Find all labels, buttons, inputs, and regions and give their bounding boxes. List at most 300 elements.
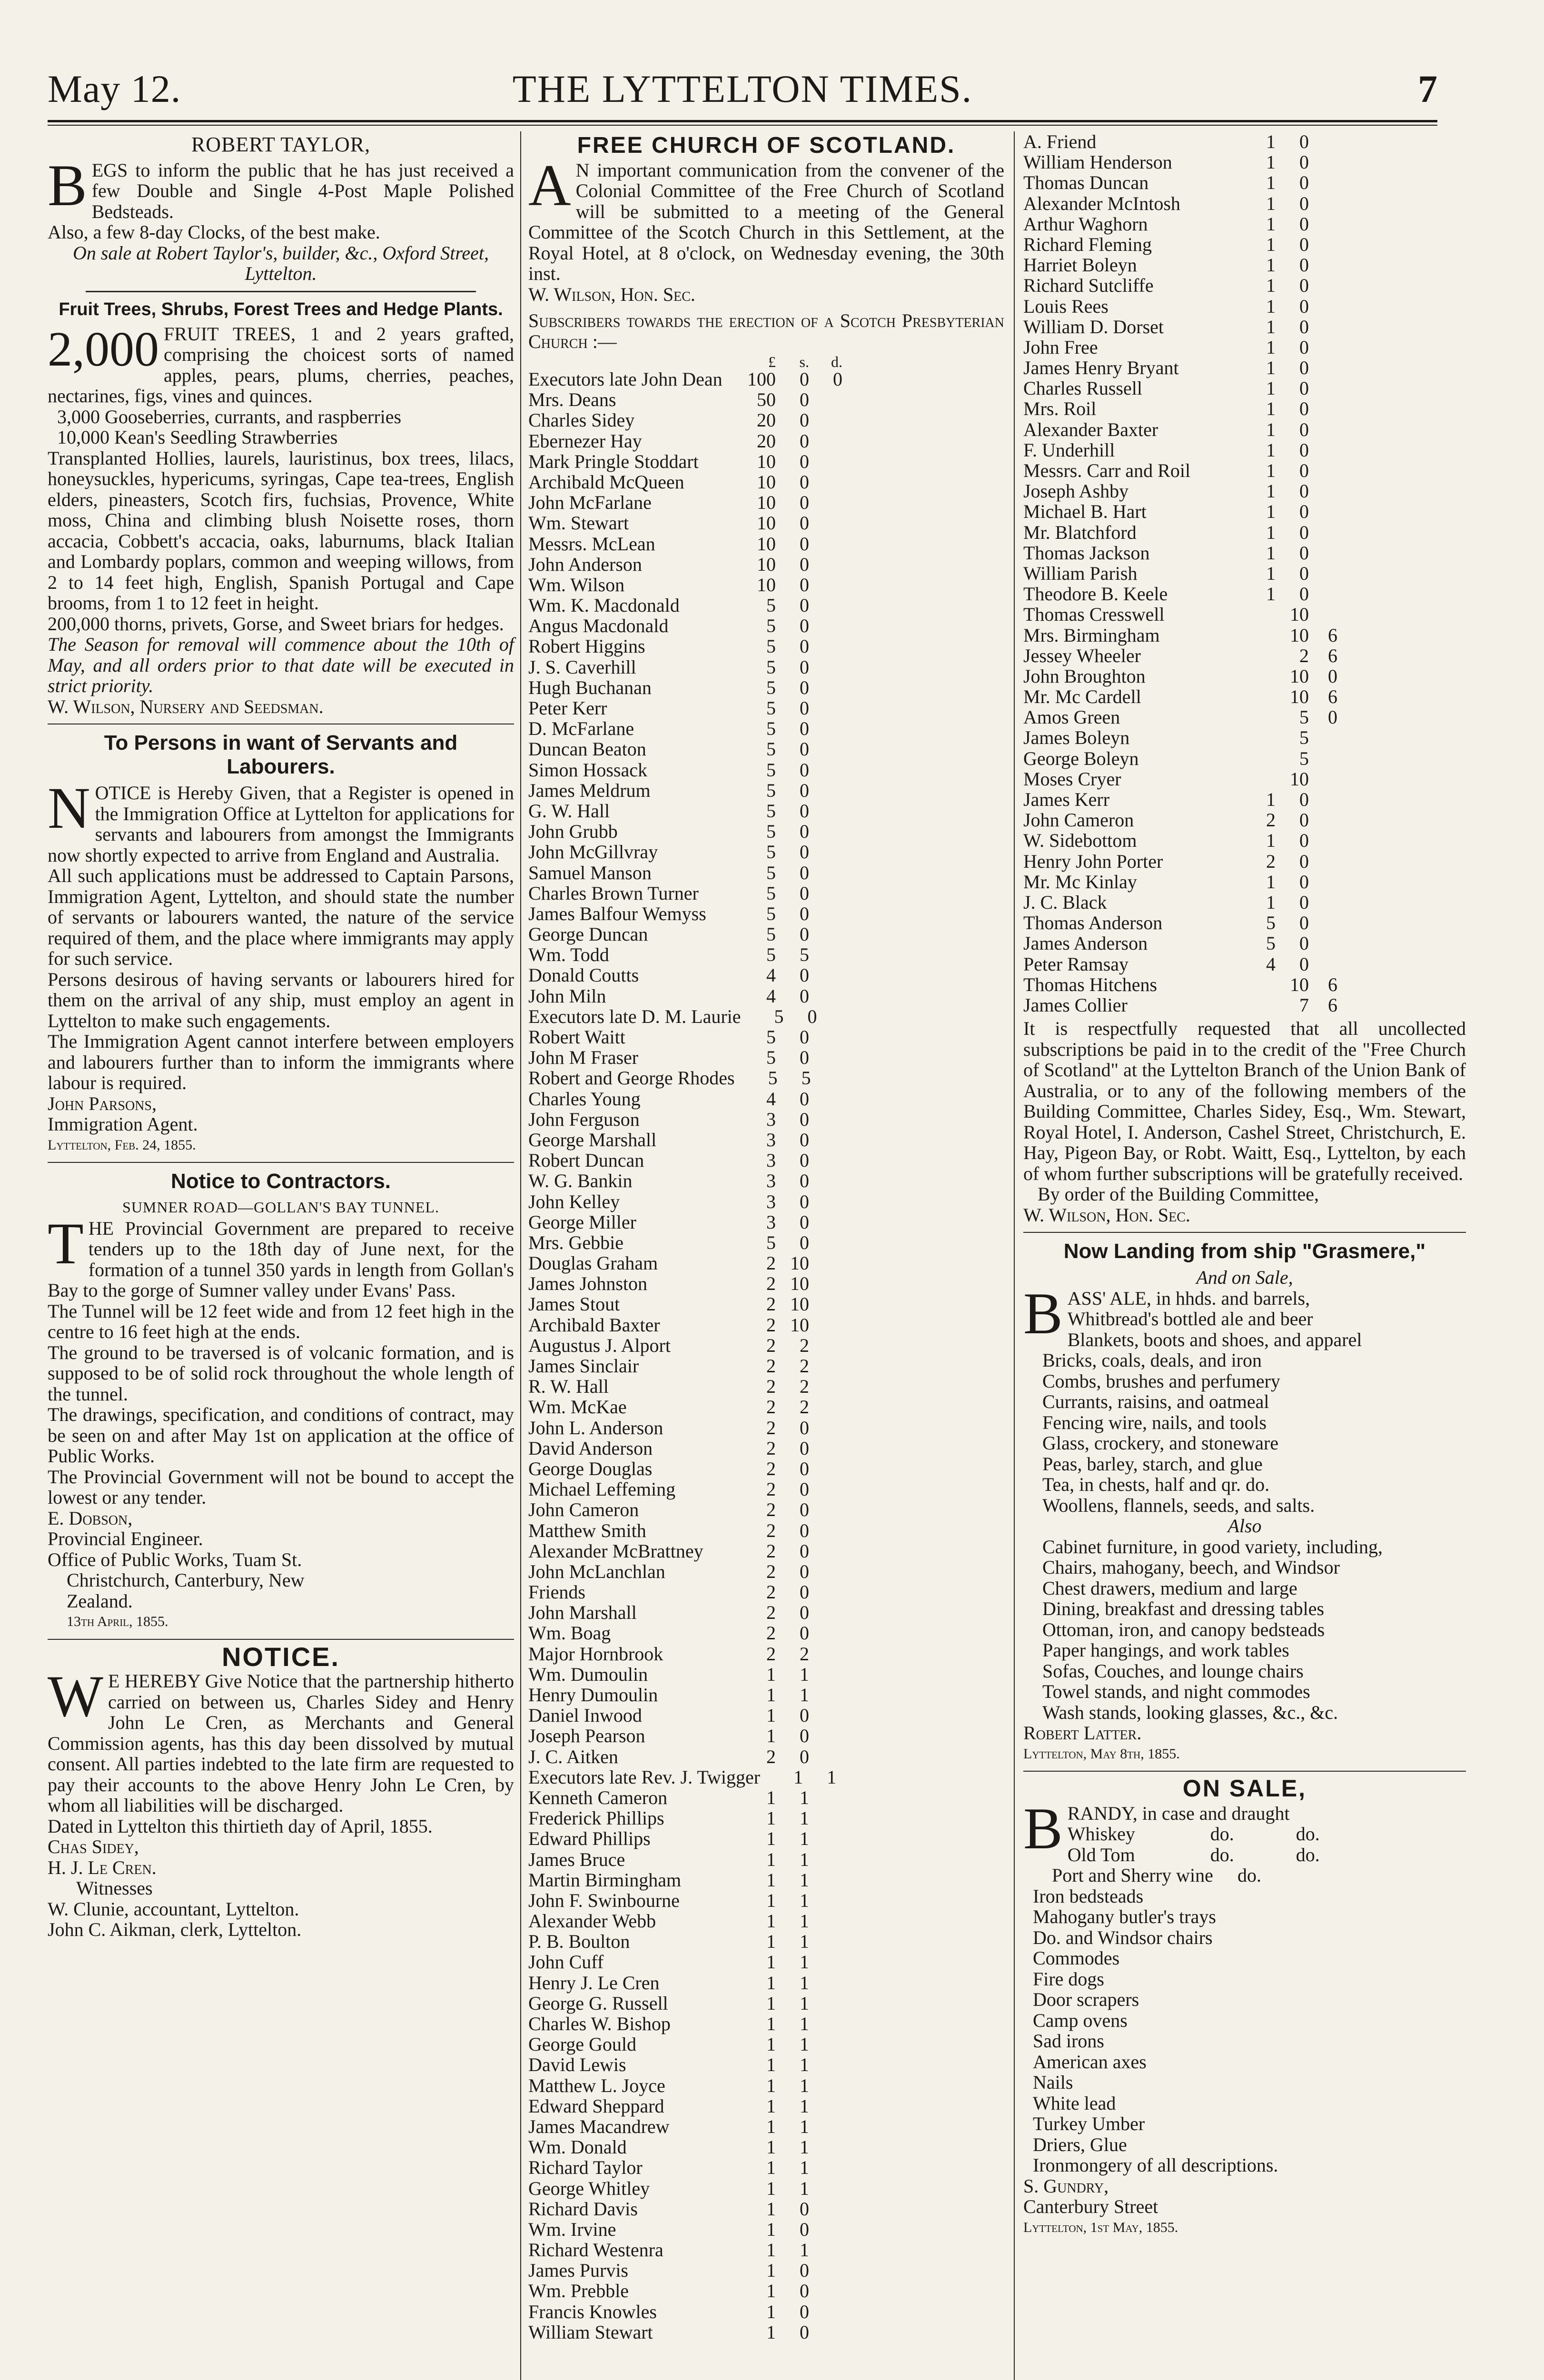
- subscriber-name: Wm. Donald: [528, 2136, 627, 2158]
- subscriber-name: Wm. Boag: [528, 1622, 611, 1644]
- shillings: 0: [800, 450, 809, 472]
- pence: [813, 2322, 842, 2342]
- shillings: 0: [1299, 521, 1309, 543]
- row-item: Old Tom: [1067, 1844, 1135, 1865]
- pounds: 5: [766, 615, 776, 637]
- grasmere-furniture-list: [1023, 1537, 1466, 1723]
- shillings: 0: [800, 821, 809, 843]
- on-sale-row-port: [1052, 1865, 1466, 1886]
- subscriber-name: James Henry Bryant: [1023, 357, 1179, 379]
- pounds: 1: [766, 2095, 776, 2117]
- subscriber-row: [528, 1356, 1004, 1376]
- subscriber-row: [528, 1397, 1004, 1417]
- shillings: 0: [1299, 562, 1309, 584]
- subscriber-name: Messrs. Carr and Roil: [1023, 460, 1191, 481]
- notice-dated: Dated in Lyttelton this thirtieth day of April, 1855.: [48, 1815, 433, 1837]
- pence: [813, 410, 842, 430]
- shillings: 10: [1290, 768, 1309, 790]
- notice-witness-2: John C. Aikman, clerk, Lyttelton.: [48, 1919, 302, 1940]
- shillings: 0: [800, 2260, 809, 2281]
- pence: [815, 1068, 844, 1088]
- subscriber-name: Henry John Porter: [1023, 850, 1163, 872]
- pence: [1309, 378, 1337, 398]
- subscriber-name: Charles Young: [528, 1088, 641, 1110]
- subscriber-row: [1023, 830, 1466, 851]
- subscriber-row: [1023, 645, 1466, 666]
- shillings: 0: [800, 553, 809, 575]
- subscriber-name: Messrs. McLean: [528, 533, 655, 555]
- pence: [813, 389, 842, 410]
- pence: [813, 657, 842, 677]
- pounds: [1247, 707, 1276, 727]
- pence: [813, 2075, 842, 2096]
- subscriber-name: Douglas Graham: [528, 1252, 658, 1274]
- pence: [813, 2013, 842, 2034]
- subscriber-name: James Collier: [1023, 994, 1128, 1016]
- pounds: 1: [1266, 891, 1276, 913]
- pounds: 1: [1266, 192, 1276, 214]
- subscriber-row: [528, 698, 1004, 718]
- servants-sig-name: John Parsons,: [48, 1092, 157, 1114]
- shillings: 0: [800, 1745, 809, 1767]
- shillings: 0: [800, 841, 809, 863]
- subscriber-name: Major Hornbrook: [528, 1643, 663, 1665]
- servants-sig-title: Immigration Agent.: [48, 1113, 198, 1135]
- subscriber-name: Thomas Anderson: [1023, 912, 1163, 934]
- subscriber-name: Alexander McBrattney: [528, 1540, 703, 1562]
- pounds: 5: [766, 759, 776, 781]
- subscriber-row: [528, 2013, 1004, 2034]
- pence: [813, 903, 842, 924]
- subscriber-name: John Ferguson: [528, 1108, 640, 1130]
- page-number: 7: [1418, 67, 1437, 110]
- shillings: 0: [800, 718, 809, 740]
- subscriber-name: Angus Macdonald: [528, 615, 669, 637]
- pence: [840, 1767, 870, 1787]
- pounds: 2: [766, 1396, 776, 1418]
- fruit-transplanted: Transplanted Hollies, laurels, lauristinus, box trees, lilacs, honeysuckles, hypericums, syringas, Cape tea-trees, English elders, pineasters, Scotch firs, fuchsias, Provence, White moss, China and climbing blush Noisette roses, thorn accacia, Cobbett's accacia, oaks, laburnums, black Italian and Lombardy poplars, common and weeping willows, from 2 to 14 feet high, English, Spanish Portugal and Cape brooms, from 1 to 12 feet in height.: [48, 447, 514, 614]
- pence: [813, 1232, 842, 1253]
- shillings-header: s.: [799, 353, 809, 370]
- subscriber-row: [528, 739, 1004, 759]
- subscriber-name: Wm. K. Macdonald: [528, 595, 680, 616]
- subscriber-name: John Marshall: [528, 1602, 637, 1624]
- furniture-item: Wash stands, looking glasses, &c., &c.: [1042, 1701, 1338, 1723]
- shillings: 1: [800, 2054, 809, 2076]
- fruit-title: Fruit Trees, Shrubs, Forest Trees and Hedge Plants.: [59, 299, 503, 319]
- pence: [813, 1623, 842, 1643]
- subscriber-name: Richard Sutcliffe: [1023, 275, 1154, 297]
- pounds: 1: [1266, 254, 1276, 276]
- shillings: 0: [1299, 275, 1309, 297]
- subscriber-row: [528, 903, 1004, 924]
- sale-item: Driers, Glue: [1033, 2133, 1127, 2155]
- pounds: 2: [766, 1355, 776, 1377]
- pounds: 3: [766, 1108, 776, 1130]
- pounds: 1: [1266, 542, 1276, 564]
- masthead: [48, 67, 1437, 124]
- pence: [813, 1705, 842, 1726]
- pounds-header: £: [768, 353, 776, 370]
- fruit-thorns: 200,000 thorns, privets, Gorse, and Sweet briars for hedges.: [48, 613, 504, 635]
- subscriber-name: J. S. Caverhill: [528, 656, 636, 678]
- shillings: 1: [800, 1931, 809, 1953]
- subscriber-row: [528, 1130, 1004, 1150]
- subscribers-list-continued: [1023, 131, 1466, 1015]
- shillings: 0: [1299, 377, 1309, 399]
- shillings: 0: [800, 1088, 809, 1110]
- pounds: 5: [766, 862, 776, 883]
- pence: [1309, 317, 1337, 337]
- pounds: 5: [1266, 912, 1276, 934]
- subscriber-row: [528, 883, 1004, 903]
- subscriber-name: Henry J. Le Cren: [528, 1972, 660, 1993]
- pounds: 4: [766, 1088, 776, 1110]
- shillings: 0: [800, 656, 809, 678]
- pounds: 2: [766, 1437, 776, 1459]
- pounds: [1247, 974, 1276, 995]
- shillings: 0: [800, 1705, 809, 1726]
- fruit-strawberries: 10,000 Kean's Seedling Strawberries: [57, 426, 338, 448]
- pounds: 2: [766, 1478, 776, 1500]
- pounds: 1: [1266, 460, 1276, 481]
- pounds: 3: [766, 1150, 776, 1171]
- subscriber-name: Edward Sheppard: [528, 2095, 664, 2117]
- subscriber-name: John Free: [1023, 336, 1098, 358]
- pounds: 4: [766, 964, 776, 986]
- notice-title: NOTICE.: [221, 1641, 340, 1672]
- subscriber-row: [1023, 522, 1466, 543]
- subscriber-row: [528, 2054, 1004, 2075]
- subscriber-name: Daniel Inwood: [528, 1705, 642, 1726]
- contractors-sig-title: Provincial Engineer.: [48, 1528, 203, 1549]
- pence: [813, 1931, 842, 1952]
- subscriber-row: [528, 2281, 1004, 2301]
- subscriber-row: [528, 1931, 1004, 1952]
- subscriber-row: [528, 718, 1004, 739]
- drop-cap: N: [48, 775, 90, 841]
- uncollected-text: It is respectfully requested that all uncollected subscriptions be paid in to the credit of the "Free Church of Scotland" at the Lyttelton Branch of the Union Bank of Australia, or to any of the following members of the Building Committee, Charles Sidey, Esq., Wm. Stewart, Royal Hotel, I. Anderson, Cashel Street, Christchurch, E. Hay, Pigeon Bay, or Robt. Waitt, Esq., Lyttelton, by each of whom further subscriptions will be gratefully received.: [1023, 1018, 1466, 1184]
- subscriber-row: [528, 1726, 1004, 1746]
- pence: [813, 739, 842, 759]
- pounds: 2: [766, 1622, 776, 1644]
- goods-item: Blankets, boots and shoes, and apparel: [1067, 1329, 1362, 1350]
- pounds: 1: [766, 1807, 776, 1829]
- separator: [1023, 1771, 1466, 1772]
- shillings: 1: [800, 1951, 809, 1973]
- pounds: [1247, 604, 1276, 625]
- subscriber-name: Samuel Manson: [528, 862, 652, 883]
- subscriber-name: George Miller: [528, 1211, 636, 1233]
- shillings: 7: [1299, 994, 1309, 1016]
- subscriber-row: [528, 760, 1004, 780]
- pence: [1309, 954, 1337, 974]
- masthead-rule-thin: [48, 125, 1437, 126]
- subscriber-name: George Marshall: [528, 1129, 657, 1150]
- subscriber-row: [1023, 933, 1466, 953]
- pence: [813, 1273, 842, 1294]
- subscriber-row: [528, 2219, 1004, 2240]
- subscriber-name: George Douglas: [528, 1458, 653, 1479]
- pounds: 5: [1266, 932, 1276, 954]
- shillings: 0: [800, 1540, 809, 1562]
- shillings: 0: [1299, 953, 1309, 975]
- subscriber-row: [1023, 172, 1466, 193]
- subscriber-row: [528, 1418, 1004, 1438]
- subscriber-name: Matthew Smith: [528, 1519, 646, 1541]
- subscriber-name: Robert Waitt: [528, 1026, 625, 1048]
- pounds: 1: [1266, 398, 1276, 420]
- on-sale-first-item: RANDY, in case and draught: [1067, 1802, 1290, 1824]
- sale-item: Do. and Windsor chairs: [1033, 1926, 1213, 1948]
- pence: [813, 1808, 842, 1828]
- pounds: 5: [766, 635, 776, 657]
- subscriber-name: John Cuff: [528, 1951, 604, 1973]
- shillings: 0: [800, 409, 809, 431]
- subscriber-row: [1023, 543, 1466, 563]
- pence: [813, 1582, 842, 1602]
- pence: [813, 883, 842, 903]
- pence: [1309, 131, 1337, 152]
- pence: [813, 801, 842, 821]
- subscriber-name: Charles Sidey: [528, 409, 635, 431]
- subscriber-row: [528, 410, 1004, 430]
- subscriber-row: [1023, 666, 1466, 686]
- pounds: 5: [774, 1005, 784, 1027]
- pounds: 5: [768, 1067, 778, 1089]
- pence: [813, 451, 842, 472]
- shillings: 5: [1299, 747, 1309, 769]
- shillings: 0: [807, 1005, 817, 1027]
- furniture-item: Chest drawers, medium and large: [1042, 1577, 1297, 1599]
- subscriber-row: [1023, 378, 1466, 398]
- shillings: 0: [800, 862, 809, 883]
- pounds: 1: [766, 2239, 776, 2261]
- contractors-ground: The ground to be traversed is of volcanic formation, and is supposed to be of solid rock throughout the whole length of the tunnel.: [48, 1341, 514, 1405]
- shillings: 0: [800, 1108, 809, 1130]
- subscriber-row: [528, 1787, 1004, 1808]
- pounds: 5: [766, 595, 776, 616]
- subscriber-name: Duncan Beaton: [528, 738, 646, 760]
- pence: [813, 2137, 842, 2157]
- subscriber-name: Archibald Baxter: [528, 1314, 660, 1336]
- pence: [1309, 481, 1337, 501]
- separator: [1023, 1232, 1466, 1233]
- subscriber-name: Peter Ramsay: [1023, 953, 1129, 975]
- free-church-advert: [528, 135, 1004, 2342]
- shillings: 1: [827, 1766, 837, 1788]
- pence: 6: [1328, 686, 1337, 708]
- sale-item: Nails: [1033, 2072, 1073, 2093]
- pence: [813, 718, 842, 739]
- subscriber-name: Alexander Baxter: [1023, 418, 1158, 440]
- pence: [1309, 398, 1337, 419]
- subscriber-row: [528, 1170, 1004, 1191]
- subscriber-name: Mrs. Deans: [528, 389, 616, 411]
- pence: [813, 1746, 842, 1767]
- goods-item: Woollens, flannels, seeds, and salts.: [1042, 1494, 1315, 1516]
- row-ditto: do.: [1237, 1864, 1261, 1886]
- pence: [813, 2240, 842, 2260]
- shillings: 0: [1299, 398, 1309, 420]
- subscriber-row: [1023, 872, 1466, 892]
- shillings: 0: [800, 471, 809, 493]
- pence: [813, 1418, 842, 1438]
- subscriber-name: Thomas Duncan: [1023, 172, 1149, 194]
- pounds: 1: [766, 1705, 776, 1726]
- subscriber-name: James Stout: [528, 1293, 620, 1315]
- shillings: 0: [800, 1725, 809, 1747]
- shillings: 0: [800, 2198, 809, 2220]
- goods-item: Combs, brushes and perfumery: [1042, 1370, 1280, 1392]
- subscriber-name: Richard Westenra: [528, 2239, 663, 2261]
- pounds: 5: [766, 676, 776, 698]
- notice-witnesses: Witnesses: [76, 1877, 153, 1899]
- subscriber-row: [1023, 255, 1466, 275]
- subscriber-row: [528, 1890, 1004, 1911]
- pounds: 2: [766, 1581, 776, 1603]
- pounds: 2: [766, 1293, 776, 1315]
- pounds: 1: [1266, 439, 1276, 461]
- pounds: 5: [766, 902, 776, 924]
- grasmere-subtitle: And on Sale,: [1196, 1267, 1293, 1289]
- shillings: 0: [800, 902, 809, 924]
- shillings: 0: [1299, 871, 1309, 892]
- subscriber-row: [1023, 214, 1466, 234]
- shillings: 2: [1299, 645, 1309, 666]
- subscriber-row: [528, 2301, 1004, 2322]
- row-ditto: do.: [1296, 1823, 1320, 1845]
- pounds: 1: [766, 2136, 776, 2158]
- pence: [813, 472, 842, 492]
- pounds: 10: [757, 553, 776, 575]
- shillings: 0: [1299, 233, 1309, 255]
- notice-sig-2: H. J. Le Cren.: [48, 1856, 157, 1878]
- pounds: 5: [766, 800, 776, 822]
- furniture-item: Paper hangings, and work tables: [1042, 1639, 1289, 1661]
- subscriber-row: [528, 1315, 1004, 1335]
- pence: [1309, 933, 1337, 953]
- subscriber-row: [528, 1232, 1004, 1253]
- pence: [1309, 912, 1337, 933]
- subscriber-name: Friends: [528, 1581, 585, 1603]
- pounds: 10: [757, 450, 776, 472]
- subscriber-name: Arthur Waghorn: [1023, 213, 1148, 235]
- subscriber-row: [1023, 563, 1466, 584]
- shillings: 0: [1299, 912, 1309, 934]
- shillings: 0: [800, 2301, 809, 2322]
- shillings: 10: [1290, 665, 1309, 687]
- pounds: 1: [766, 1992, 776, 2014]
- pence: [1309, 172, 1337, 193]
- subscriber-name: Martin Birmingham: [528, 1869, 682, 1891]
- subscriber-name: James Anderson: [1023, 932, 1148, 954]
- subscriber-name: Wm. McKae: [528, 1396, 627, 1418]
- subscriber-row: [528, 1870, 1004, 1890]
- goods-item: Tea, in chests, half and qr. do.: [1042, 1474, 1270, 1496]
- subscriber-name: W. G. Bankin: [528, 1170, 633, 1192]
- pounds: [1247, 769, 1276, 789]
- shillings: 5: [801, 1067, 811, 1089]
- pounds: 5: [766, 1231, 776, 1253]
- subscriber-name: James Boleyn: [1023, 727, 1130, 749]
- pounds: 2: [766, 1314, 776, 1336]
- pounds: 5: [766, 738, 776, 760]
- subscriber-row: [528, 1520, 1004, 1541]
- taylor-clocks: Also, a few 8-day Clocks, of the best make.: [48, 221, 380, 243]
- row-item: Port and Sherry wine: [1052, 1864, 1213, 1886]
- subscriber-row: [528, 431, 1004, 451]
- pence: [813, 1294, 842, 1314]
- newspaper-title: THE LYTTELTON TIMES.: [512, 67, 973, 110]
- subscriber-name: Joseph Pearson: [528, 1725, 645, 1747]
- subscriber-name: James Balfour Wemyss: [528, 902, 706, 924]
- subscriber-row: [528, 1068, 1004, 1088]
- contractors-dimensions: The Tunnel will be 12 feet wide and from 12 feet high in the centre to 16 feet high at the ends.: [48, 1300, 514, 1342]
- subscriber-row: [1023, 481, 1466, 501]
- subscriber-name: John Broughton: [1023, 665, 1146, 687]
- servants-applications: All such applications must be addressed to Captain Parsons, Immigration Agent, Lyttelton, and should state the number of servants or labourers wanted, the nature of the service required of them, and the place where immigrants may apply for such service.: [48, 865, 514, 969]
- pounds: 5: [766, 1047, 776, 1069]
- pence: [1309, 275, 1337, 296]
- goods-item: Currants, raisins, and oatmeal: [1042, 1391, 1269, 1413]
- subscriber-row: [1023, 419, 1466, 440]
- subscriber-name: Louis Rees: [1023, 295, 1109, 317]
- shillings: 0: [1299, 583, 1309, 605]
- shillings: 0: [800, 430, 809, 452]
- shillings: 10: [1290, 973, 1309, 995]
- pounds: 1: [1266, 871, 1276, 892]
- shillings: 0: [800, 1602, 809, 1624]
- subscriber-row: [528, 1582, 1004, 1602]
- shillings: 0: [800, 1437, 809, 1459]
- subscriber-name: John McFarlane: [528, 492, 652, 514]
- pence: [813, 1150, 842, 1170]
- subscriber-name: John McLanchlan: [528, 1560, 665, 1582]
- subscriber-name: G. W. Hall: [528, 800, 610, 822]
- pence: [1309, 543, 1337, 563]
- subscriber-row: [528, 2137, 1004, 2157]
- subscriber-row: [528, 1273, 1004, 1294]
- shillings: 2: [800, 1355, 809, 1377]
- subscriber-name: R. W. Hall: [528, 1376, 609, 1398]
- pounds: 2: [1266, 809, 1276, 831]
- subscriber-name: Augustus J. Alport: [528, 1334, 671, 1356]
- goods-item: Bricks, coals, deals, and iron: [1042, 1349, 1262, 1371]
- subscriber-row: [528, 1047, 1004, 1068]
- shillings: 1: [800, 2136, 809, 2158]
- pence: [813, 944, 842, 965]
- subscriber-row: [528, 389, 1004, 410]
- pounds: 5: [766, 656, 776, 678]
- pence: [813, 2178, 842, 2199]
- shillings: 0: [800, 1150, 809, 1171]
- pence: [813, 2219, 842, 2240]
- shillings: 1: [800, 1684, 809, 1706]
- servants-text: OTICE is Hereby Given, that a Register is opened in the Immigration Office at Lyttelton for applications for servants and labourers from amongst the Immigrants now shortly expected to arrive from England and Australia.: [48, 782, 514, 866]
- pence: [813, 1993, 842, 2013]
- pounds: 1: [1266, 151, 1276, 173]
- pence: [813, 1356, 842, 1376]
- on-sale-row-whiskey: [1068, 1824, 1466, 1844]
- subscriber-row: [1023, 131, 1466, 152]
- pounds: 10: [757, 533, 776, 555]
- pence: [1309, 460, 1337, 481]
- subscriber-name: J. C. Black: [1023, 891, 1107, 913]
- subscriber-name: Mrs. Roil: [1023, 398, 1097, 420]
- pounds: 1: [766, 2260, 776, 2281]
- shillings: 0: [1299, 830, 1309, 852]
